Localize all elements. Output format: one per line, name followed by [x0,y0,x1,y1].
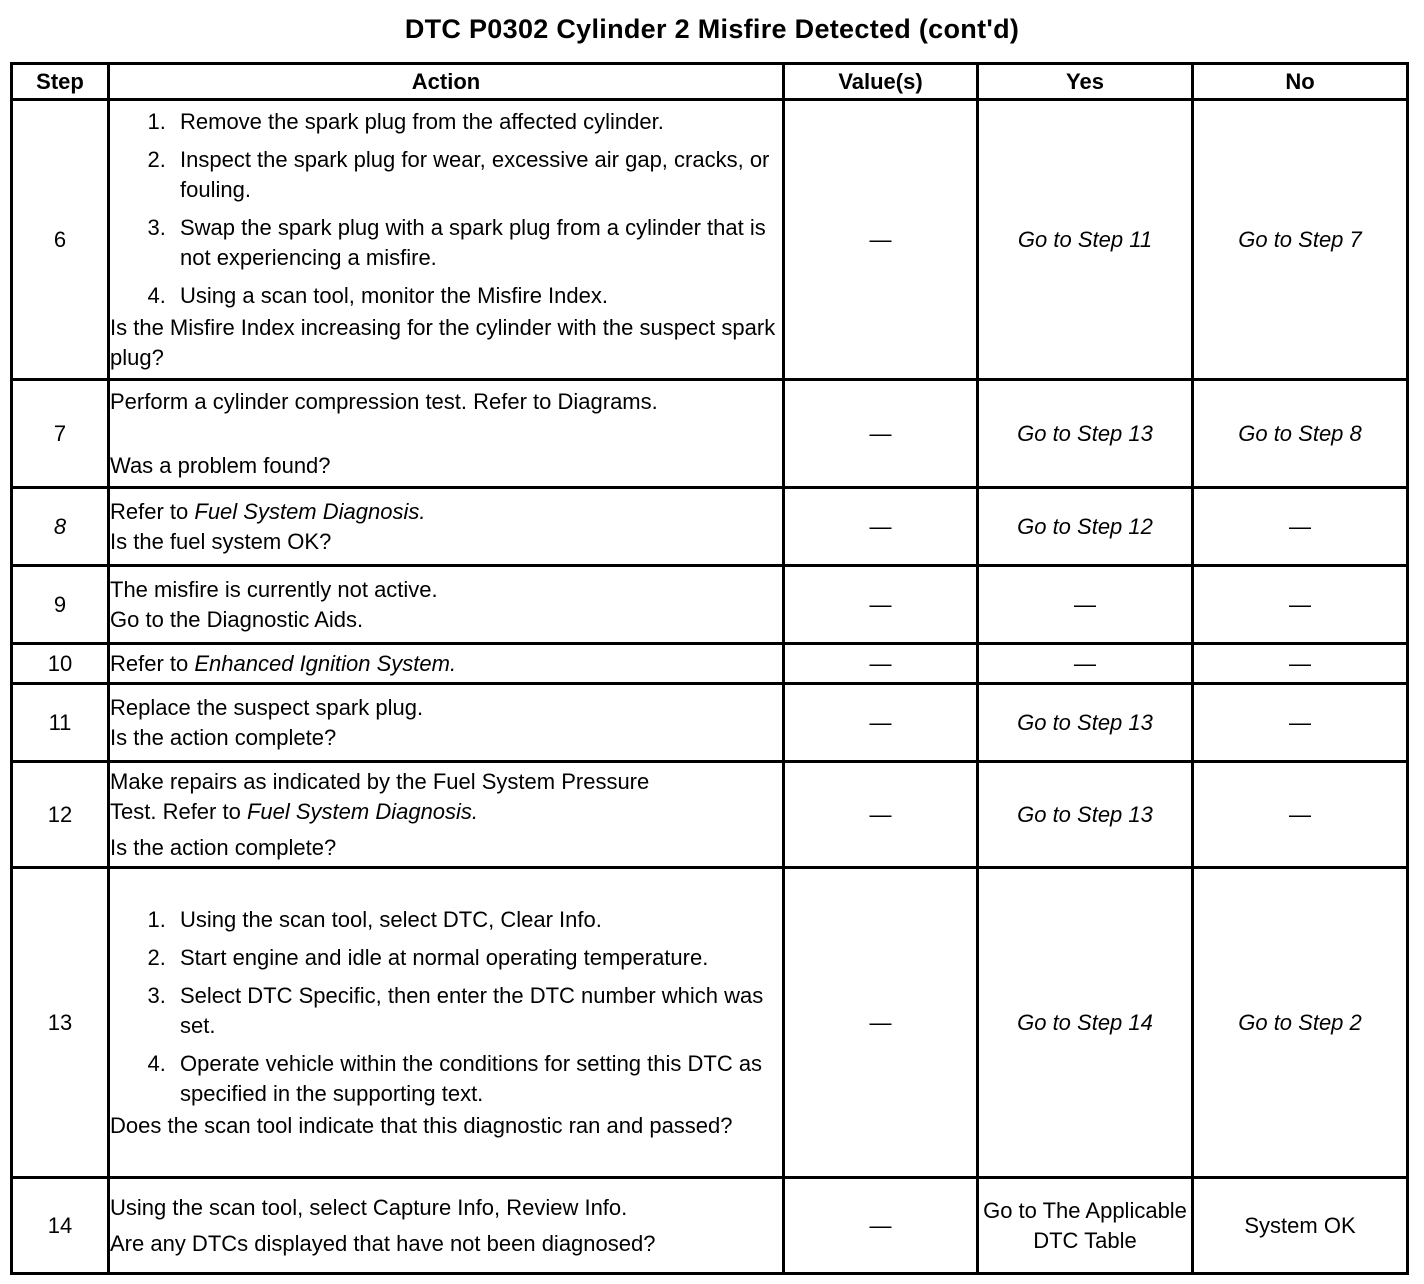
action-cell [109,1178,784,1274]
table-row [12,566,1408,644]
value-cell: — [784,1178,978,1274]
yes-cell: Go to Step 13 [978,380,1193,488]
table-row [12,1178,1408,1274]
no-cell: — [1193,566,1408,644]
list-item: 2. Inspect the spark plug for wear, excessive air gap, cracks, or fouling. [172,145,782,205]
table-header-row [12,64,1408,100]
no-cell: — [1193,644,1408,684]
no-cell: — [1193,684,1408,762]
step-number: 12 [12,762,109,868]
no-cell: System OK [1193,1178,1408,1274]
page-title: DTC P0302 Cylinder 2 Misfire Detected (cont'd) [404,14,1020,44]
action-question: Is the Misfire Index increasing for the cylinder with the suspect spark plug? [110,314,776,370]
action-question: Was a problem found? [110,452,331,478]
no-cell: Go to Step 2 [1193,868,1408,1178]
action-text [110,797,782,827]
diagnostic-table [10,62,1409,1275]
yes-cell: — [978,566,1193,644]
table-row [12,868,1408,1178]
action-question: Is the fuel system OK? [110,528,332,554]
action-text: The misfire is currently not active. [110,576,438,602]
action-cell [109,380,784,488]
action-list [110,905,782,1109]
header-yes: Yes [978,64,1193,100]
action-question: Are any DTCs displayed that have not been diagnosed? [110,1230,656,1256]
step-number: 8 [12,488,109,566]
action-text-prefix: Refer to [110,498,195,524]
action-cell [109,684,784,762]
action-text: Make repairs as indicated by the Fuel System Pressure [110,768,650,794]
value-cell: — [784,488,978,566]
action-cell [109,488,784,566]
action-text-prefix: Test. Refer to [110,798,247,824]
action-cell [109,566,784,644]
action-cell [109,644,784,684]
action-text: Replace the suspect spark plug. [110,694,424,720]
list-item: 3. Swap the spark plug with a spark plug from a cylinder that is not experiencing a misfire. [172,213,782,273]
yes-cell: — [978,644,1193,684]
list-item: 4. Using a scan tool, monitor the Misfire Index. [172,281,782,311]
step-number: 11 [12,684,109,762]
action-list [110,107,782,311]
yes-cell: Go to Step 11 [978,100,1193,380]
no-cell: — [1193,762,1408,868]
action-text [110,649,782,679]
table-row [12,644,1408,684]
header-action: Action [109,64,784,100]
table-row [12,488,1408,566]
header-values: Value(s) [784,64,978,100]
list-item: 4. Operate vehicle within the conditions for setting this DTC as specified in the supporting text. [172,1049,782,1109]
value-cell: — [784,762,978,868]
action-text-prefix: Refer to [110,650,195,676]
spacer [110,417,782,451]
header-step: Step [12,64,109,100]
no-cell: — [1193,488,1408,566]
action-cell [109,762,784,868]
step-number: 9 [12,566,109,644]
action-text: Using the scan tool, select Capture Info, Review Info. [110,1194,628,1220]
step-number: 10 [12,644,109,684]
yes-cell: Go to Step 12 [978,488,1193,566]
action-text [110,497,782,527]
reference-link-text: Fuel System Diagnosis. [194,498,426,524]
reference-link-text: Enhanced Ignition System. [194,650,457,676]
value-cell: — [784,644,978,684]
no-cell: Go to Step 7 [1193,100,1408,380]
table-row [12,684,1408,762]
no-cell: Go to Step 8 [1193,380,1408,488]
yes-cell: Go to Step 13 [978,762,1193,868]
action-cell [109,868,784,1178]
yes-cell: Go to The Applicable DTC Table [978,1178,1193,1274]
value-cell: — [784,684,978,762]
step-number: 7 [12,380,109,488]
table-row [12,100,1408,380]
value-cell: — [784,868,978,1178]
action-question: Is the action complete? [110,834,337,860]
action-text: Go to the Diagnostic Aids. [110,606,364,632]
list-item: 3. Select DTC Specific, then enter the DTC number which was set. [172,981,782,1041]
value-cell: — [784,566,978,644]
table-row [12,380,1408,488]
list-item: 1. Using the scan tool, select DTC, Clear Info. [172,905,782,935]
yes-cell: Go to Step 13 [978,684,1193,762]
list-item: 2. Start engine and idle at normal operating temperature. [172,943,782,973]
step-number: 14 [12,1178,109,1274]
step-number: 6 [12,100,109,380]
value-cell: — [784,380,978,488]
action-text: Perform a cylinder compression test. Refer to Diagrams. [110,388,658,414]
table-row [12,762,1408,868]
reference-link-text: Fuel System Diagnosis. [246,798,479,824]
action-cell [109,100,784,380]
yes-cell: Go to Step 14 [978,868,1193,1178]
action-question: Is the action complete? [110,724,337,750]
step-number: 13 [12,868,109,1178]
list-item: 1. Remove the spark plug from the affected cylinder. [172,107,782,137]
header-no: No [1193,64,1408,100]
value-cell: — [784,100,978,380]
action-question: Does the scan tool indicate that this diagnostic ran and passed? [110,1112,733,1138]
